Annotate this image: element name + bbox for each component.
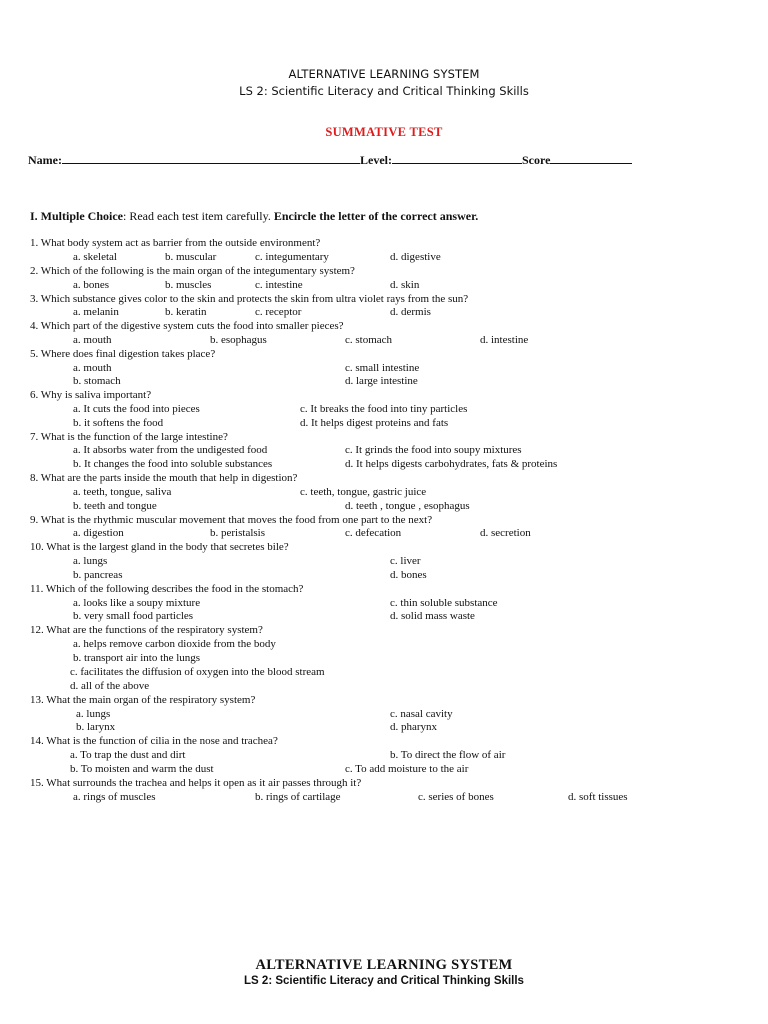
instruction-emphasis: Encircle the letter of the correct answer. <box>270 209 479 223</box>
instructions <box>30 209 750 224</box>
question-7-option[interactable]: b. It changes the food into soluble substances <box>73 458 273 470</box>
question-5-option[interactable]: d. large intestine <box>345 375 418 387</box>
question-7-option[interactable]: d. It helps digests carbohydrates, fats & proteins <box>345 458 558 470</box>
question-13-option[interactable]: a. lungs <box>76 708 111 720</box>
question-8-option[interactable]: c. teeth, tongue, gastric juice <box>300 486 427 498</box>
question-11-option[interactable]: d. solid mass waste <box>390 610 475 622</box>
question-2-option[interactable]: b. muscles <box>165 279 212 291</box>
level-label: Level: <box>359 153 392 167</box>
question-6-option[interactable]: c. It breaks the food into tiny particles <box>300 403 468 415</box>
question-10-option[interactable]: a. lungs <box>73 555 108 567</box>
question-10-option[interactable]: b. pancreas <box>73 569 123 581</box>
question-13-option[interactable]: c. nasal cavity <box>390 708 453 720</box>
question-4-option[interactable]: d. intestine <box>480 334 529 346</box>
student-info-line <box>28 152 748 168</box>
question-9-option[interactable]: c. defecation <box>345 527 402 539</box>
question-12-option[interactable]: b. transport air into the lungs <box>73 652 201 664</box>
question-9: 9. What is the rhythmic muscular movement that moves the food from one part to the next? <box>30 514 433 526</box>
question-2: 2. Which of the following is the main organ of the integumentary system? <box>30 265 355 277</box>
footer-program-title: ALTERNATIVE LEARNING SYSTEM <box>255 957 513 973</box>
question-8: 8. What are the parts inside the mouth that help in digestion? <box>30 472 298 484</box>
question-1-option[interactable]: d. digestive <box>390 251 441 263</box>
question-11-option[interactable]: a. looks like a soupy mixture <box>73 597 201 609</box>
question-14: 14. What is the function of cilia in the nose and trachea? <box>30 735 278 747</box>
question-3-option[interactable]: a. melanin <box>73 306 119 318</box>
question-4-option[interactable]: c. stomach <box>345 334 393 346</box>
question-11-option[interactable]: b. very small food particles <box>73 610 194 622</box>
question-10-option[interactable]: c. liver <box>390 555 421 567</box>
question-2-option[interactable]: d. skin <box>390 279 420 291</box>
question-12-option[interactable]: c. facilitates the diffusion of oxygen into the blood stream <box>70 666 325 678</box>
question-1-option[interactable]: c. integumentary <box>255 251 329 263</box>
footer-course-subtitle: LS 2: Scientific Literacy and Critical Thinking Skills <box>244 975 524 987</box>
question-7-option[interactable]: c. It grinds the food into soupy mixtures <box>345 444 522 456</box>
score-blank[interactable] <box>550 152 632 164</box>
question-11: 11. Which of the following describes the food in the stomach? <box>30 583 304 595</box>
question-1-option[interactable]: a. skeletal <box>73 251 117 263</box>
level-blank[interactable] <box>392 152 522 164</box>
name-blank[interactable] <box>62 152 360 164</box>
question-5-option[interactable]: c. small intestine <box>345 362 420 374</box>
question-4-option[interactable]: b. esophagus <box>210 334 267 346</box>
question-14-option[interactable]: b. To direct the flow of air <box>390 749 506 761</box>
question-10-option[interactable]: d. bones <box>390 569 427 581</box>
question-3-option[interactable]: b. keratin <box>165 306 207 318</box>
question-4: 4. Which part of the digestive system cuts the food into smaller pieces? <box>30 320 344 332</box>
question-15-option[interactable]: c. series of bones <box>418 791 494 803</box>
question-15-option[interactable]: a. rings of muscles <box>73 791 156 803</box>
question-3-option[interactable]: c. receptor <box>255 306 302 318</box>
question-8-option[interactable]: a. teeth, tongue, saliva <box>73 486 172 498</box>
question-6: 6. Why is saliva important? <box>30 389 152 401</box>
question-9-option[interactable]: d. secretion <box>480 527 531 539</box>
question-10: 10. What is the largest gland in the body that secretes bile? <box>30 541 289 553</box>
instruction-text: : Read each test item carefully. <box>123 209 271 223</box>
question-9-option[interactable]: a. digestion <box>73 527 124 539</box>
question-14-option[interactable]: c. To add moisture to the air <box>345 763 469 775</box>
course-subtitle: LS 2: Scientific Literacy and Critical Thinking Skills <box>239 84 529 98</box>
question-8-option[interactable]: b. teeth and tongue <box>73 500 157 512</box>
question-6-option[interactable]: a. It cuts the food into pieces <box>73 403 200 415</box>
question-8-option[interactable]: d. teeth , tongue , esophagus <box>345 500 470 512</box>
question-4-option[interactable]: a. mouth <box>73 334 112 346</box>
question-14-option[interactable]: a. To trap the dust and dirt <box>70 749 186 761</box>
question-14-option[interactable]: b. To moisten and warm the dust <box>70 763 214 775</box>
question-15-option[interactable]: d. soft tissues <box>568 791 628 803</box>
question-5-option[interactable]: a. mouth <box>73 362 112 374</box>
test-title: SUMMATIVE TEST <box>325 125 443 139</box>
question-11-option[interactable]: c. thin soluble substance <box>390 597 498 609</box>
question-12-option[interactable]: d. all of the above <box>70 680 150 692</box>
question-2-option[interactable]: c. intestine <box>255 279 303 291</box>
question-15: 15. What surrounds the trachea and helps it open as it air passes through it? <box>30 777 362 789</box>
score-label: Score <box>521 153 551 167</box>
question-13-option[interactable]: d. pharynx <box>390 721 438 733</box>
question-7: 7. What is the function of the large intestine? <box>30 431 228 443</box>
question-7-option[interactable]: a. It absorbs water from the undigested food <box>73 444 268 456</box>
question-12-option[interactable]: a. helps remove carbon dioxide from the body <box>73 638 276 650</box>
name-label: Name: <box>28 153 62 167</box>
question-1-option[interactable]: b. muscular <box>165 251 217 263</box>
question-9-option[interactable]: b. peristalsis <box>210 527 265 539</box>
question-6-option[interactable]: b. it softens the food <box>73 417 164 429</box>
question-3: 3. Which substance gives color to the skin and protects the skin from ultra violet rays from the sun? <box>30 293 469 305</box>
question-1: 1. What body system act as barrier from the outside environment? <box>30 237 321 249</box>
question-3-option[interactable]: d. dermis <box>390 306 431 318</box>
question-2-option[interactable]: a. bones <box>73 279 110 291</box>
question-5-option[interactable]: b. stomach <box>73 375 121 387</box>
question-12: 12. What are the functions of the respiratory system? <box>30 624 263 636</box>
program-title: ALTERNATIVE LEARNING SYSTEM <box>288 67 480 81</box>
question-15-option[interactable]: b. rings of cartilage <box>255 791 341 803</box>
section-heading: I. Multiple Choice <box>30 209 123 223</box>
question-6-option[interactable]: d. It helps digest proteins and fats <box>300 417 449 429</box>
question-5: 5. Where does final digestion takes place? <box>30 348 216 360</box>
question-13-option[interactable]: b. larynx <box>76 721 116 733</box>
question-13: 13. What the main organ of the respiratory system? <box>30 694 256 706</box>
